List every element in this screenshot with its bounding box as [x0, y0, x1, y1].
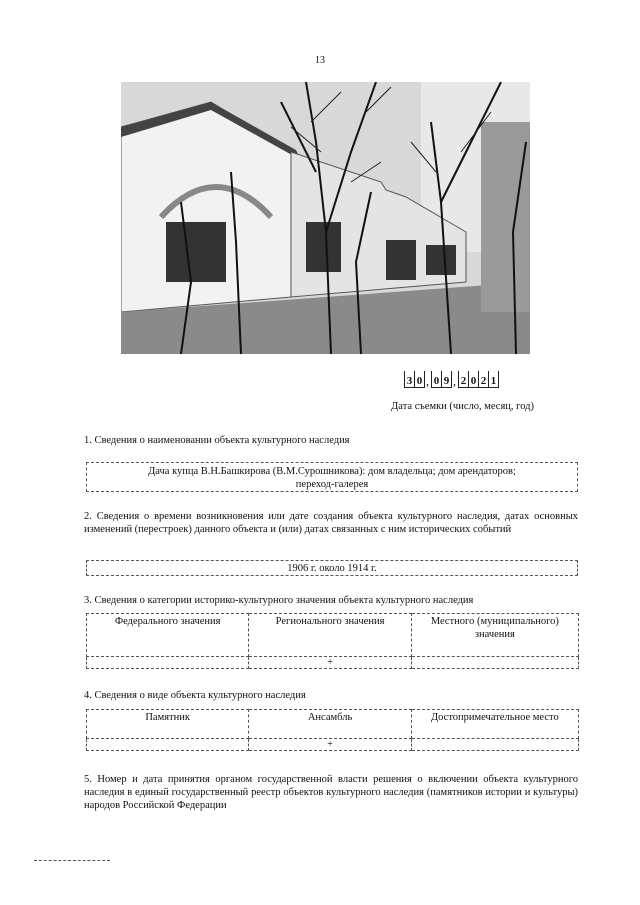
date-digit: 0 — [431, 371, 442, 388]
table-row — [87, 739, 579, 751]
table-cell: + — [249, 739, 411, 751]
table-cell: + — [249, 657, 411, 669]
photo-date-caption: Дата съемки (число, месяц, год) — [391, 401, 534, 412]
building-photo — [121, 82, 530, 354]
object-type-table — [86, 709, 579, 751]
table-header-cell: Ансамбль — [249, 710, 411, 739]
table-header-row — [87, 710, 579, 739]
table-header-cell: Достопримечательное место — [411, 710, 578, 739]
table-cell — [87, 739, 249, 751]
section3-heading: 3. Сведения о категории историко-культурного значения объекта культурного наследия — [84, 595, 474, 606]
table-row — [87, 657, 579, 669]
photo-date-boxes — [404, 371, 498, 388]
date-digit: 3 — [404, 371, 415, 388]
category-table — [86, 613, 579, 669]
table-header-row — [87, 614, 579, 657]
section1-heading: 1. Сведения о наименовании объекта культурного наследия — [84, 435, 350, 446]
date-separator: , — [426, 374, 429, 388]
date-digit: 2 — [478, 371, 489, 388]
date-digit: 0 — [414, 371, 425, 388]
object-name-line: переход-галерея — [295, 479, 369, 490]
table-cell — [411, 657, 578, 669]
date-digit: 2 — [458, 371, 469, 388]
section5-heading: 5. Номер и дата принятия органом государственной власти решения о включении объекта культурного наследия в единый государственный реестр объектов культурного наследия (памятников истории и культуры) народов Российской Федерации — [84, 774, 578, 811]
table-header-cell: Федерального значения — [87, 614, 249, 657]
section4-heading: 4. Сведения о виде объекта культурного наследия — [84, 690, 306, 701]
date-digit: 1 — [488, 371, 499, 388]
date-digit: 0 — [468, 371, 479, 388]
table-cell — [87, 657, 249, 669]
object-name-line: Дача купца В.Н.Башкирова (В.М.Сурошникова): дом владельца; дом арендаторов; — [148, 466, 516, 477]
table-header-cell: Памятник — [87, 710, 249, 739]
dates-box: 1906 г. около 1914 г. — [86, 560, 578, 576]
table-header-cell: Местного (муниципального) значения — [411, 614, 578, 657]
object-name-box — [86, 462, 578, 492]
table-header-cell: Регионального значения — [249, 614, 411, 657]
footnote-separator — [34, 860, 110, 861]
table-cell — [411, 739, 578, 751]
page-number: 13 — [315, 55, 325, 66]
date-separator: , — [453, 374, 456, 388]
date-digit: 9 — [441, 371, 452, 388]
section2-heading: 2. Сведения о времени возникновения или дате создания объекта культурного наследия, датах основных изменений (перестроек) данного объекта и (или) датах связанных с ним исторических событий — [84, 511, 578, 535]
